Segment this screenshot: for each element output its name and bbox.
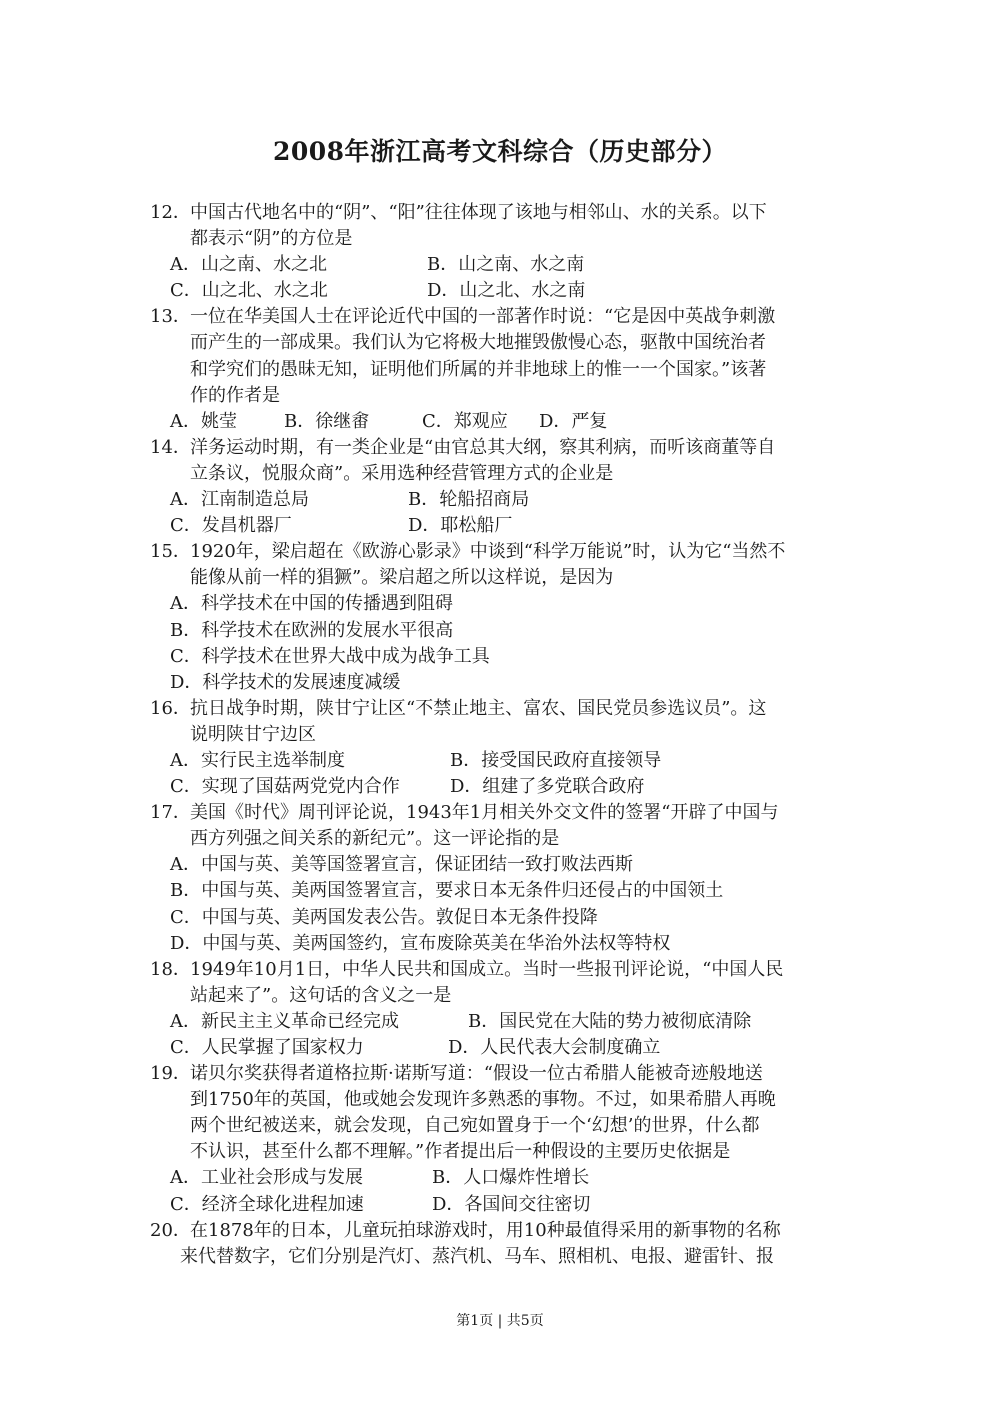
option-d: D．中国与英、美两国签约，宣布废除英美在华治外法权等特权 — [170, 932, 671, 954]
question-text: 和学究们的愚昧无知，证明他们所属的并非地球上的惟一一个国家。”该著 — [190, 358, 767, 380]
option-c: C．郑观应 — [422, 410, 508, 432]
question-16 — [150, 696, 850, 800]
option-c: C．人民掌握了国家权力 — [170, 1037, 364, 1058]
option-d: D．组建了多党联合政府 — [450, 776, 645, 798]
option-d: D．严复 — [539, 410, 608, 432]
option-c: C．科学技术在世界大战中成为战争工具 — [170, 645, 490, 667]
option-a: A．江南制造总局 — [170, 489, 309, 511]
question-text: 诺贝尔奖获得者道格拉斯·诺斯写道：“假设一位古希腊人能被奇迹般地送 — [190, 1063, 763, 1085]
option-row — [150, 1165, 850, 1191]
question-number: 14． — [150, 436, 191, 458]
question-number: 16． — [150, 697, 191, 719]
option-row — [150, 278, 850, 304]
question-text: 美国《时代》周刊评论说，1943年1月相关外交文件的签署“开辟了中国与 — [190, 802, 779, 824]
option-row — [150, 1192, 850, 1218]
question-text: 一位在华美国人士在评论近代中国的一部著作时说：“它是因中英战争刺激 — [190, 306, 776, 328]
question-text: 1920年，梁启超在《欧游心影录》中谈到“科学万能说”时，认为它“当然不 — [190, 541, 786, 563]
option-b: B．徐继畬 — [284, 410, 370, 432]
option-c: C．中国与英、美两国发表公告。敦促日本无条件投降 — [170, 906, 598, 928]
question-number: 12． — [150, 202, 191, 223]
question-text: 西方列强之间关系的新纪元”。这一评论指的是 — [190, 828, 560, 850]
question-number: 20． — [150, 1219, 191, 1241]
page-footer: 第1页 | 共5页 — [456, 1313, 544, 1329]
option-b: B．国民党在大陆的势力被彻底清除 — [468, 1010, 752, 1032]
question-19 — [150, 1061, 850, 1218]
question-number: 18． — [150, 958, 191, 980]
question-text: 两个世纪被送来，就会发现，自己宛如置身于一个‘幻想’的世界，什么都 — [190, 1115, 760, 1137]
option-row — [150, 1009, 850, 1035]
question-13 — [150, 304, 850, 434]
option-b: B．科学技术在欧洲的发展水平很高 — [170, 619, 454, 641]
option-row — [150, 487, 850, 513]
question-text: 抗日战争时期，陕甘宁让区“不禁止地主、富农、国民党员参选议员”。这 — [190, 697, 767, 719]
question-15 — [150, 539, 850, 696]
option-b: B．山之南、水之南 — [427, 254, 585, 276]
option-b: B．轮船招商局 — [408, 489, 530, 511]
question-17 — [150, 800, 850, 957]
question-14 — [150, 435, 850, 539]
option-d: D．山之北、水之南 — [427, 280, 586, 302]
question-12 — [150, 200, 850, 304]
option-b: B．中国与英、美两国签署宣言，要求日本无条件归还侵占的中国领土 — [170, 880, 724, 902]
option-b: B．接受国民政府直接领导 — [450, 749, 662, 771]
option-a: A．姚莹 — [170, 410, 237, 432]
option-c: C．山之北、水之北 — [170, 280, 328, 302]
question-text: 都表示“阴”的方位是 — [190, 228, 353, 250]
option-row — [150, 252, 850, 278]
option-a: A．工业社会形成与发展 — [170, 1167, 363, 1189]
question-text: 到1750年的英国，他或她会发现许多熟悉的事物。不过，如果希腊人再晚 — [190, 1089, 776, 1111]
option-d: D．科学技术的发展速度减缓 — [170, 671, 401, 693]
question-number: 15． — [150, 541, 191, 563]
question-text: 中国古代地名中的“阴”、“阳”往往体现了该地与相邻山、水的关系。以下 — [190, 202, 767, 223]
option-b: B．人口爆炸性增长 — [432, 1167, 590, 1189]
option-a: A．科学技术在中国的传播遇到阻碍 — [170, 593, 453, 615]
question-text: 洋务运动时期，有一类企业是“由官总其大纲，察其利病，而听该商董等自 — [190, 436, 776, 458]
option-row — [150, 409, 850, 435]
question-text: 而产生的一部成果。我们认为它将极大地摧毁傲慢心态，驱散中国统治者 — [190, 332, 766, 354]
option-d: D．耶松船厂 — [408, 515, 513, 537]
option-a: A．实行民主选举制度 — [170, 749, 345, 771]
option-row — [150, 748, 850, 774]
option-c: C．经济全球化进程加速 — [170, 1193, 364, 1215]
option-row — [150, 1035, 850, 1061]
option-a: A．中国与英、美等国签署宣言，保证团结一致打败法西斯 — [170, 854, 633, 876]
option-c: C．实现了国菇两党党内合作 — [170, 776, 400, 798]
option-row — [150, 774, 850, 800]
option-a: A．山之南、水之北 — [170, 254, 327, 276]
question-text: 说明陕甘宁边区 — [190, 723, 316, 745]
page-title: 2008年浙江高考文科综合（历史部分） — [272, 137, 728, 166]
questions-section — [150, 200, 850, 1270]
option-row — [150, 513, 850, 539]
question-text: 站起来了”。这句话的含义之一是 — [190, 984, 452, 1006]
question-18 — [150, 957, 850, 1061]
question-text: 在1878年的日本，儿童玩拍球游戏时，用10种最值得采用的新事物的名称 — [190, 1219, 781, 1241]
question-number: 13． — [150, 306, 191, 328]
option-c: C．发昌机器厂 — [170, 515, 292, 537]
option-d: D．各国间交往密切 — [432, 1193, 591, 1215]
question-text: 能像从前一样的猖獗”。梁启超之所以这样说，是因为 — [190, 567, 614, 589]
question-text: 1949年10月1日，中华人民共和国成立。当时一些报刊评论说，“中国人民 — [190, 958, 784, 980]
question-text: 来代替数字，它们分别是汽灯、蒸汽机、马车、照相机、电报、避雷针、报 — [180, 1245, 774, 1267]
question-text: 作的作者是 — [190, 384, 280, 406]
question-text: 不认识，甚至什么都不理解。”作者提出后一种假设的主要历史依据是 — [190, 1141, 731, 1163]
question-text: 立条议，悦服众商”。采用选种经营管理方式的企业是 — [190, 462, 614, 484]
option-d: D．人民代表大会制度确立 — [448, 1037, 661, 1058]
question-number: 17． — [150, 802, 191, 824]
question-20 — [150, 1218, 850, 1270]
option-a: A．新民主主义革命已经完成 — [170, 1010, 399, 1032]
question-number: 19． — [150, 1063, 191, 1085]
